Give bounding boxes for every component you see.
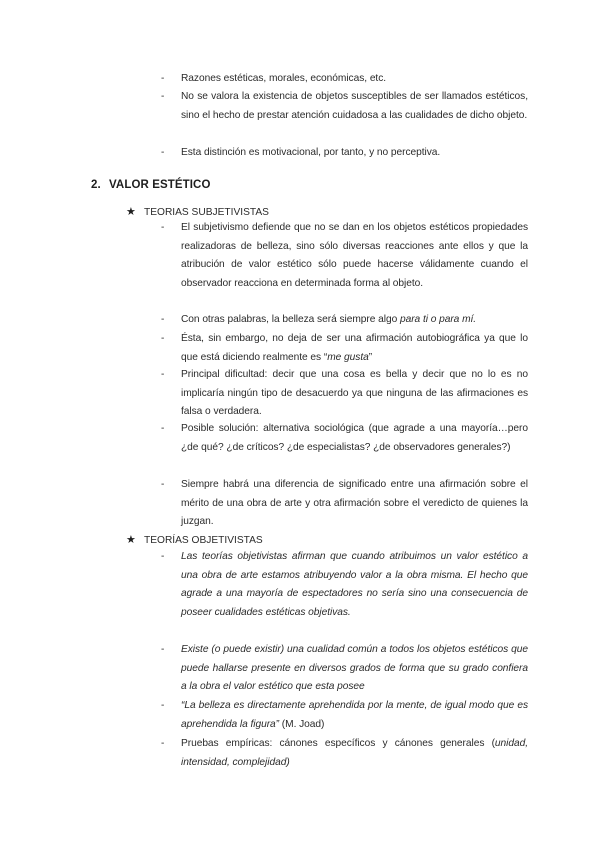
dash-bullet: -: [161, 314, 165, 325]
list-item: [161, 330, 528, 367]
italic-text: unidad, intensidad, complejidad): [181, 738, 528, 768]
dash-bullet: -: [161, 551, 165, 562]
list-item-text: [181, 735, 528, 772]
text-run: Con otras palabras, la belleza será siempre algo: [181, 314, 400, 325]
list-item-text: [181, 330, 528, 367]
subheading-subjetivistas: [126, 205, 269, 220]
dash-bullet: -: [161, 644, 165, 655]
subheading-objetivistas: [126, 533, 263, 548]
italic-text: me gusta: [327, 351, 369, 363]
list-item-text: Principal dificultad: decir que una cosa es bella y decir que no lo es no implicaría ningún tipo de desacuerdo ya que ninguna de las afirmaciones es falsa o verdadera.: [181, 369, 528, 417]
list-item: [161, 219, 528, 293]
list-item: [161, 366, 528, 422]
list-item: [161, 548, 528, 622]
list-item: [161, 88, 528, 125]
dash-bullet: -: [161, 91, 165, 102]
list-item-text: [181, 697, 528, 734]
list-item: [161, 70, 528, 89]
list-item-text: Existe (o puede existir) una cualidad común a todos los objetos estéticos que puede hallarse presente en diversos grados de forma que su grado confiera a la obra el valor estético que esta posee: [181, 644, 528, 692]
star-bullet-icon: ★: [126, 534, 136, 546]
section-title: VALOR ESTÉTICO: [109, 179, 211, 191]
dash-bullet: -: [161, 369, 165, 380]
text-run: (M. Joad): [279, 718, 325, 730]
italic-text: para ti o para mí.: [399, 314, 477, 325]
dash-bullet: -: [161, 147, 165, 158]
list-item: [161, 476, 528, 532]
list-item-text: Esta distinción es motivacional, por tanto, y no perceptiva.: [181, 147, 441, 158]
dash-bullet: -: [161, 333, 165, 344]
list-item: [161, 420, 528, 457]
list-item: [161, 697, 528, 734]
text-run: Ésta, sin embargo, no deja de ser una afirmación autobiográfica ya que lo que está diciendo realmente es “: [181, 333, 528, 363]
dash-bullet: -: [161, 700, 165, 711]
section-number: 2.: [91, 179, 101, 191]
list-item-text: Razones estéticas, morales, económicas, etc.: [181, 73, 387, 84]
subheading-text: TEORIAS SUBJETIVISTAS: [144, 207, 269, 218]
list-item-text: El subjetivismo defiende que no se dan en los objetos estéticos propiedades realizadoras de belleza, sino sólo diversas reacciones ante ellos y que la atribución de valor estético sólo puede hacerse válidamente cuando el observador reacciona en determinada forma al objeto.: [181, 222, 528, 289]
dash-bullet: -: [161, 738, 165, 749]
list-item-text: [181, 311, 528, 330]
dash-bullet: -: [161, 479, 165, 490]
dash-bullet: -: [161, 423, 165, 434]
list-item-text: No se valora la existencia de objetos susceptibles de ser llamados estéticos, sino el hecho de prestar atención cuidadosa a las cualidades de dicho objeto.: [181, 91, 528, 121]
dash-bullet: -: [161, 73, 165, 84]
italic-text: “La belleza es directamente aprehendida por la mente, de igual modo que es aprehendida la figura”: [181, 700, 528, 730]
list-item: [161, 311, 528, 330]
list-item-text: Siempre habrá una diferencia de significado entre una afirmación sobre el mérito de una obra de arte y otra afirmación sobre el veredicto de quienes la juzgan.: [181, 479, 528, 527]
subheading-text: TEORÍAS OBJETIVISTAS: [144, 535, 263, 546]
list-item-text: Las teorías objetivistas afirman que cuando atribuimos un valor estético a una obra de arte estamos atribuyendo valor a la obra misma. El hecho que agrade a una mayoría de espectadores no sería sino una consecuencia de poseer cualidades estéticas objetivas.: [181, 551, 528, 618]
list-item-text: Posible solución: alternativa sociológica (que agrade a una mayoría…pero ¿de qué? ¿de críticos? ¿de especialistas? ¿de observadores generales?): [181, 423, 528, 453]
text-run: ”: [368, 351, 373, 363]
list-item: [161, 144, 528, 163]
star-bullet-icon: ★: [126, 206, 136, 218]
section-heading: [91, 179, 211, 191]
text-run: Pruebas empíricas: cánones específicos y cánones generales (: [181, 738, 495, 749]
list-item: [161, 641, 528, 697]
dash-bullet: -: [161, 222, 165, 233]
list-item: [161, 735, 528, 772]
